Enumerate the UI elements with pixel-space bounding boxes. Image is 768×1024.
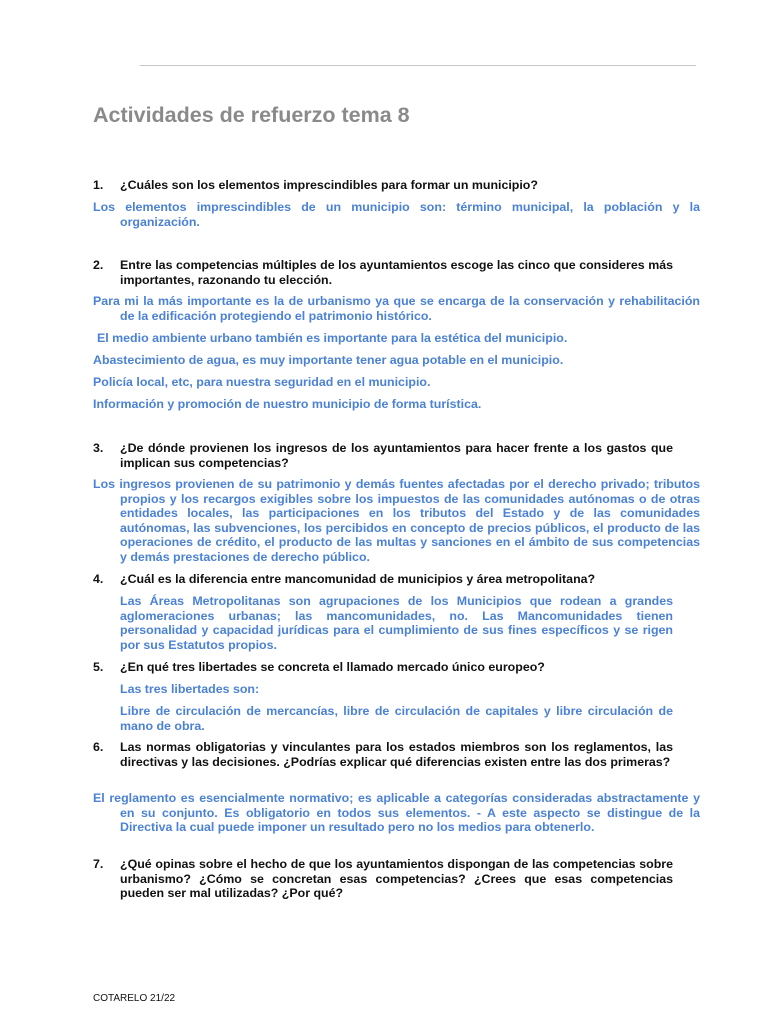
question-5 bbox=[93, 660, 673, 675]
answer-2-3: Abastecimiento de agua, es muy importante tener agua potable en el municipio. bbox=[93, 353, 564, 367]
question-number: 1. bbox=[93, 178, 104, 192]
question-7 bbox=[93, 857, 673, 901]
answer-2-5: Información y promoción de nuestro municipio de forma turística. bbox=[93, 397, 482, 411]
question-number: 3. bbox=[93, 441, 104, 455]
question-4 bbox=[93, 572, 673, 587]
question-number: 4. bbox=[93, 572, 104, 586]
question-text: ¿Cuál es la diferencia entre mancomunidad de municipios y área metropolitana? bbox=[120, 572, 596, 586]
question-number: 6. bbox=[93, 740, 104, 754]
question-text: ¿Cuáles son los elementos imprescindibles para formar un municipio? bbox=[120, 178, 538, 192]
question-text: ¿Qué opinas sobre el hecho de que los ayuntamientos dispongan de las competencias sobre urbanismo? ¿Cómo se concretan esas competencias? ¿Crees que esas competencias pueden ser mal utilizadas? ¿Por qué? bbox=[120, 857, 673, 901]
question-2 bbox=[93, 258, 673, 287]
answer-3: Los ingresos provienen de su patrimonio y demás fuentes afectadas por el derecho privado; tributos propios y los recargos exigibles sobre los impuestos de las comunidades autónomas o de otras entidades locales, las participaciones en los tributos del Estado y de las comunidades autónomas, las subvenciones, los percibidos en concepto de precios públicos, el producto de las operaciones de crédito, el producto de las multas y sanciones en el ámbito de sus competencias y demás prestaciones de derecho público. bbox=[93, 477, 700, 564]
answer-2-2: El medio ambiente urbano también es importante para la estética del municipio. bbox=[97, 331, 568, 345]
question-text: ¿De dónde provienen los ingresos de los ayuntamientos para hacer frente a los gastos que implican sus competencias? bbox=[120, 441, 673, 470]
answer-6: El reglamento es esencialmente normativo; es aplicable a categorías consideradas abstractamente y en su conjunto. Es obligatorio en todos sus elementos. - A este aspecto se distingue de la Directiva la cual puede imponer un resultado pero no los medios para obtenerlo. bbox=[93, 791, 700, 835]
header-rule bbox=[140, 65, 696, 66]
question-text: ¿En qué tres libertades se concreta el llamado mercado único europeo? bbox=[120, 660, 545, 674]
question-number: 5. bbox=[93, 660, 104, 674]
question-1 bbox=[93, 178, 673, 193]
question-text: Las normas obligatorias y vinculantes para los estados miembros son los reglamentos, las directivas y las decisiones. ¿Podrías explicar qué diferencias existen entre las dos primeras? bbox=[120, 740, 673, 769]
answer-5-1: Las tres libertades son: bbox=[120, 682, 260, 696]
question-6 bbox=[93, 740, 673, 769]
page-footer: COTARELO 21/22 bbox=[93, 993, 176, 1004]
answer-5-2: Libre de circulación de mercancías, libre de circulación de capitales y libre circulación de mano de obra. bbox=[120, 704, 673, 733]
question-number: 7. bbox=[93, 857, 104, 871]
page-title: Actividades de refuerzo tema 8 bbox=[93, 103, 410, 127]
question-number: 2. bbox=[93, 258, 104, 272]
question-text: Entre las competencias múltiples de los ayuntamientos escoge las cinco que consideres más importantes, razonando tu elección. bbox=[120, 258, 673, 287]
answer-1: Los elementos imprescindibles de un municipio son: término municipal, la población y la organización. bbox=[93, 200, 700, 229]
question-3 bbox=[93, 441, 673, 470]
answer-4: Las Áreas Metropolitanas son agrupaciones de los Municipios que rodean a grandes aglomeraciones urbanas; las mancomunidades, no. Las Mancomunidades tienen personalidad y capacidad jurídicas para el cumplimiento de sus fines específicos y se rigen por sus Estatutos propios. bbox=[120, 594, 673, 652]
answer-2-1: Para mi la más importante es la de urbanismo ya que se encarga de la conservación y rehabilitación de la edificación protegiendo el patrimonio histórico. bbox=[93, 294, 700, 323]
answer-2-4: Policía local, etc, para nuestra seguridad en el municipio. bbox=[93, 375, 431, 389]
